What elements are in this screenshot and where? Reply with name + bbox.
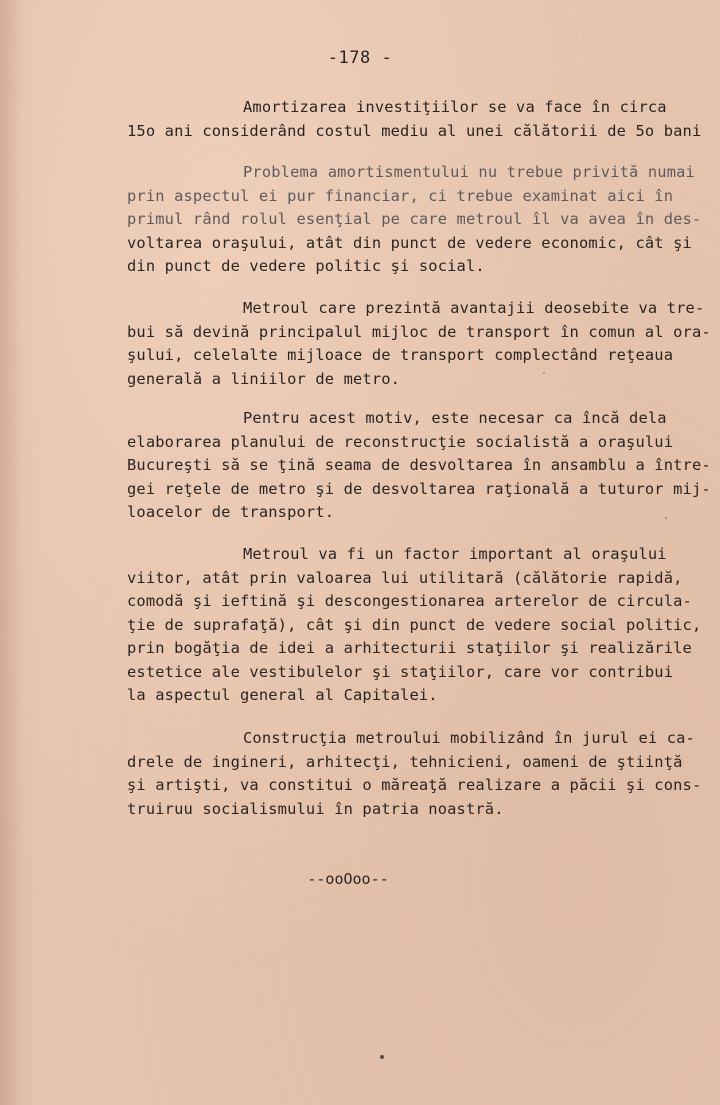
paragraph-line: prin aspectul ei pur financiar, ci trebue examinat aici în (127, 186, 674, 205)
paragraph-line: Metroul care prezintă avantajii deosebite va tre- (243, 299, 705, 317)
page-number: -178 - (327, 48, 393, 68)
paper-speck (380, 1055, 384, 1059)
paragraph-line: generală a liniilor de metro. (127, 369, 401, 388)
paragraph-line: primul rând rolul esenţial pe care metroul îl va avea în des- (127, 210, 702, 228)
paragraph-line: prin bogăţia de idei a arhitecturii staţiilor şi realizările (127, 639, 692, 657)
paragraph-line: loacelor de transport. (127, 503, 335, 521)
paragraph-line: Metroul va fi un factor important al oraşului (243, 545, 667, 563)
paragraph-line: comodă şi ieftină şi descongestionarea arterelor de circula- (127, 592, 692, 610)
paragraph-line: voltarea oraşului, atât din punct de vedere economic, cât şi (127, 233, 692, 252)
paragraph-line: viitor, atât prin valoarea lui utilitară (călătorie rapidă, (127, 568, 683, 587)
paragraph-line: Construcţia metroului mobilizând în jurul ei ca- (243, 729, 695, 747)
paragraph-line: Problema amortismentului nu trebue privită numai (243, 163, 695, 181)
paragraph-line: elaborarea planului de reconstrucţie socialistă a oraşului (127, 432, 674, 451)
paragraph-line: şului, celelalte mijloace de transport complectând reţeaua (127, 346, 674, 364)
paragraph-metro-advantages (127, 297, 720, 391)
paragraph-line: truiruu socialismului în patria noastră. (127, 799, 504, 818)
paragraph-line: Amortizarea investiţiilor se va face în circa (243, 98, 667, 116)
page-edge-shadow (0, 0, 22, 1105)
paragraph-metro-construction (127, 727, 720, 821)
paragraph-line: bui să devină principalul mijloc de transport în comun al ora- (127, 322, 711, 341)
paragraph-reconstruction-plan (127, 407, 720, 525)
paragraph-line: gei reţele de metro şi de desvoltarea raţională a tuturor mij- (127, 479, 711, 498)
paragraph-line: Bucureşti să se ţină seama de desvoltarea în ansamblu a între- (127, 456, 711, 474)
paper-speck (665, 517, 667, 519)
paragraph-line: la aspectul general al Capitalei. (127, 686, 438, 704)
closing-separator: --ooOoo-- (307, 870, 389, 888)
paragraph-amortization-problem (127, 161, 720, 279)
paper-speck (543, 372, 545, 374)
paragraph-line: ţie de suprafaţă), cât şi din punct de vedere social politic, (127, 615, 702, 634)
paragraph-line: Pentru acest motiv, este necesar ca încă dela (243, 409, 667, 427)
paragraph-line: drele de ingineri, arhitecţi, tehnicieni, oameni de ştiinţă (127, 752, 683, 771)
paragraph-line: 15o ani considerând costul mediu al unei călătorii de 5o bani (127, 121, 702, 140)
paragraph-metro-factor (127, 543, 720, 708)
paragraph-line: estetice ale vestibulelor şi staţiilor, care vor contribui (127, 662, 674, 681)
paragraph-amortization (127, 96, 720, 143)
paragraph-line: din punct de vedere politic şi social. (127, 257, 485, 275)
paragraph-line: şi artişti, va constitui o măreaţă realizare a păcii şi cons- (127, 776, 702, 794)
